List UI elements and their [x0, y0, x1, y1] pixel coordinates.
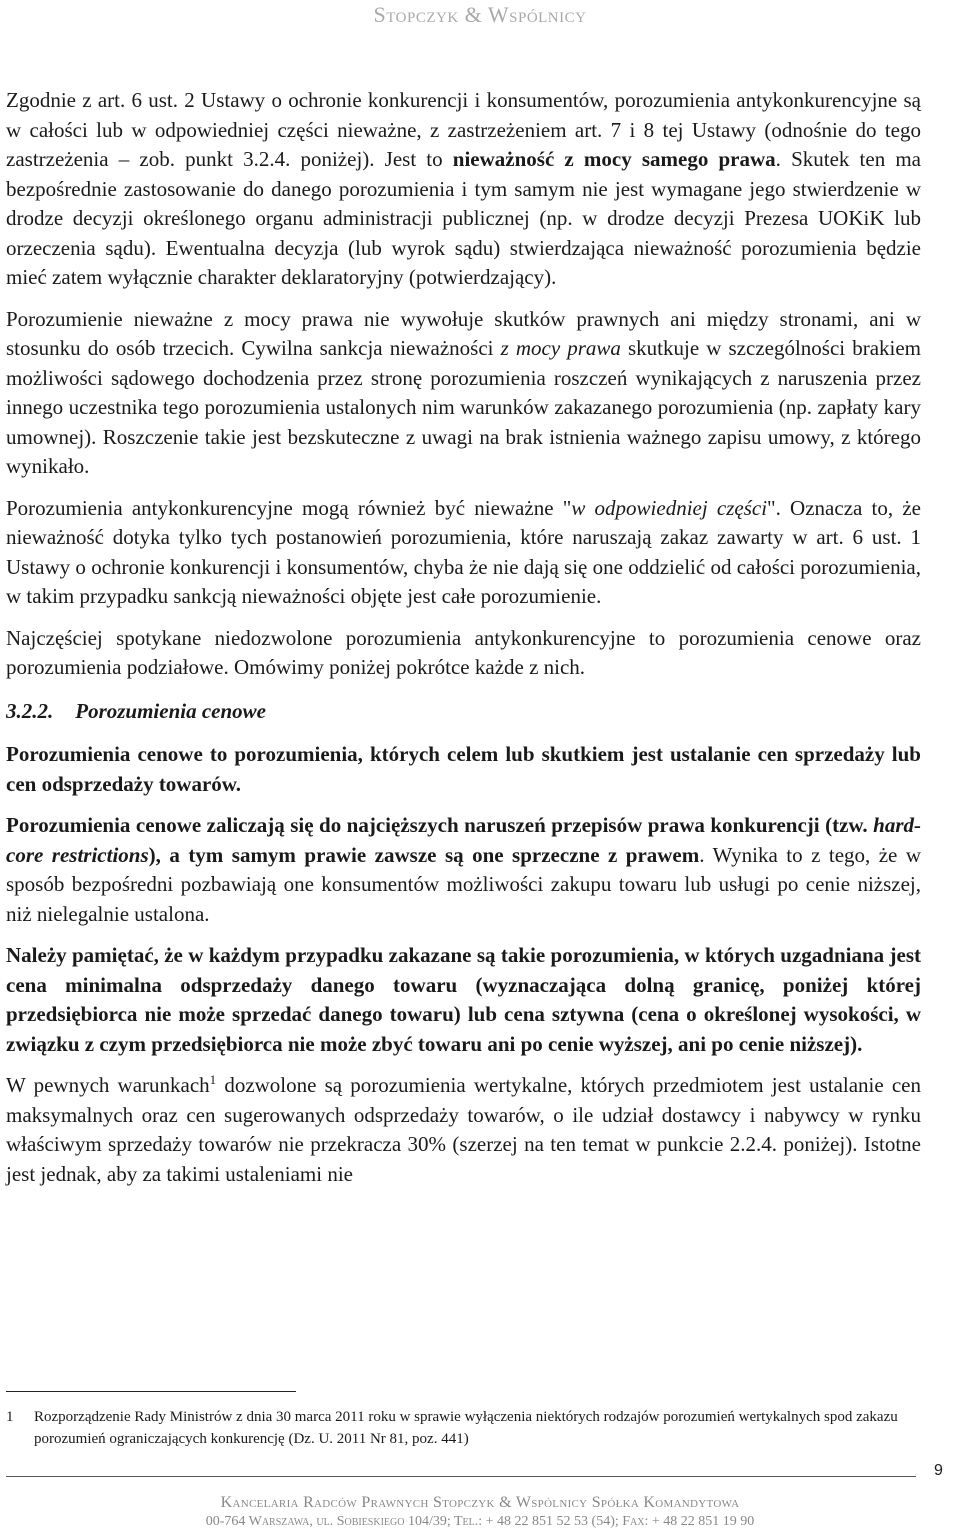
bold-text: Należy pamiętać, że w każdym przypadku zakazane są takie porozumienia, w których uzgadniana jest cena minimalna odsprzedaży danego towaru (wyznaczająca dolną granicę, poniżej której przedsiębiorca nie może sprzedać danego towaru) lub cena sztywna (cena o określonej wysokości, w związku z czym przedsiębiorca nie może zbyć towaru ani po cenie wyższej, ani po cenie niższej).	[6, 943, 921, 1056]
bold-italic-text: hard-core restrictions	[6, 813, 921, 867]
text: skutkuje w szczególności brakiem możliwości sądowego dochodzenia przez stronę porozumienia roszczeń wynikających z naruszenia przez innego uczestnika tego porozumienia ustalonych nim warunków zakazanego porozumienia (np. zapłaty kary umownej). Roszczenie takie jest bezskuteczne z uwagi na brak istnienia ważnego zapisu umowy, z którego wynikało.	[6, 336, 922, 478]
section-title: Porozumienia cenowe	[75, 698, 267, 723]
footnote-number: 1	[6, 1409, 14, 1425]
text: dozwolone są porozumienia wertykalne, których przedmiotem jest ustalanie cen maksymalnych oraz cen sugerowanych odsprzedaży towarów, o ile udział dostawcy i nabywcy w rynku właściwym sprzedaży towarów nie przekracza 30% (szerzej na ten temat w punkcie 2.2.4. poniżej). Istotne jest jednak, aby za takimi ustaleniami nie	[6, 1073, 921, 1186]
italic-text: w odpowiedniej części	[571, 495, 768, 520]
paragraph-5	[6, 740, 921, 799]
paragraph-3	[6, 494, 921, 612]
bold-text: Porozumienia cenowe to porozumienia, których celem lub skutkiem jest ustalanie cen sprzedaży lub cen odsprzedaży towarów.	[6, 742, 921, 796]
paragraph-8	[6, 1071, 921, 1189]
paragraph-6	[6, 811, 921, 929]
document-body	[6, 86, 921, 1201]
bold-text: Porozumienia cenowe zaliczają się do najcięższych naruszeń przepisów prawa konkurencji (tzw.	[6, 813, 874, 837]
footnote-text: Rozporządzenie Rady Ministrów z dnia 30 marca 2011 roku w sprawie wyłączenia niektórych rodzajów porozumień wertykalnych spod zakazu porozumień ograniczających konkurencję (Dz. U. 2011 Nr 81, poz. 441)	[34, 1409, 898, 1447]
footnote-ref[interactable]: 1	[209, 1072, 217, 1087]
footer-firm-name: Kancelaria Radców Prawnych Stopczyk & Wspólnicy Spółka Komandytowa	[220, 1494, 740, 1511]
section-heading	[6, 697, 921, 727]
bold-text: ), a tym samym prawie zawsze są one sprzeczne z prawem	[148, 842, 700, 867]
footnote	[6, 1406, 921, 1450]
page-number: 9	[934, 1462, 943, 1479]
text: Porozumienie nieważne z mocy prawa nie wywołuje skutków prawnych ani między stronami, ani w stosunku do osób trzecich. Cywilna sankcja nieważności	[6, 306, 921, 360]
italic-text: z mocy prawa	[500, 336, 621, 360]
text: W pewnych warunkach	[6, 1073, 210, 1097]
paragraph-1	[6, 86, 921, 293]
text: . Wynika to z tego, że w sposób bezpośredni pozbawiają one konsumentów możliwości zakupu towaru lub usługi po cenie niższej, niż nielegalnie ustalona.	[6, 842, 922, 926]
bold-text: nieważność z mocy samego prawa	[452, 147, 776, 171]
section-number: 3.2.2.	[6, 698, 54, 723]
text: . Skutek ten ma bezpośrednie zastosowanie do danego porozumienia i tym samym nie jest wymagane jego stwierdzenie w drodze decyzji określonego organu administracji publicznej (np. w drodze decyzji Prezesa UOKiK lub orzeczenia sądu). Ewentualna decyzja (lub wyrok sądu) stwierdzająca nieważność porozumienia będzie mieć zatem wyłącznie charakter deklaratoryjny (potwierdzający).	[6, 147, 922, 289]
text: Porozumienia antykonkurencyjne mogą również być nieważne "	[6, 495, 572, 520]
footer-rule	[6, 1476, 916, 1477]
paragraph-2	[6, 305, 921, 482]
document-header: Stopczyk & Wspólnicy	[373, 2, 587, 27]
paragraph-4: Najczęściej spotykane niedozwolone porozumienia antykonkurencyjne to porozumienia cenowe oraz porozumienia podziałowe. Omówimy poniżej pokrótce każde z nich.	[6, 625, 921, 679]
text: ". Oznacza to, że nieważność dotyka tylko tych postanowień porozumienia, które naruszają zakaz zawarty w art. 6 ust. 1 Ustawy o ochronie konkurencji i konsumentów, chyba że nie dają się one oddzielić od całości porozumienia, w takim przypadku sankcją nieważności objęte jest całe porozumienie.	[6, 495, 921, 608]
footnote-separator	[6, 1391, 296, 1392]
paragraph-7	[6, 941, 921, 1059]
text: Zgodnie z art. 6 ust. 2 Ustawy o ochronie konkurencji i konsumentów, porozumienia antykonkurencyjne są w całości lub w odpowiedniej części nieważne, z zastrzeżeniem art. 7 i 8 tej Ustawy (odnośnie do tego zastrzeżenia – zob. punkt 3.2.4. poniżej). Jest to	[6, 88, 921, 171]
footer-address: 00-764 Warszawa, ul. Sobieskiego 104/39; Tel.: + 48 22 851 52 53 (54); Fax: + 48 22 851 19 90	[205, 1514, 755, 1529]
